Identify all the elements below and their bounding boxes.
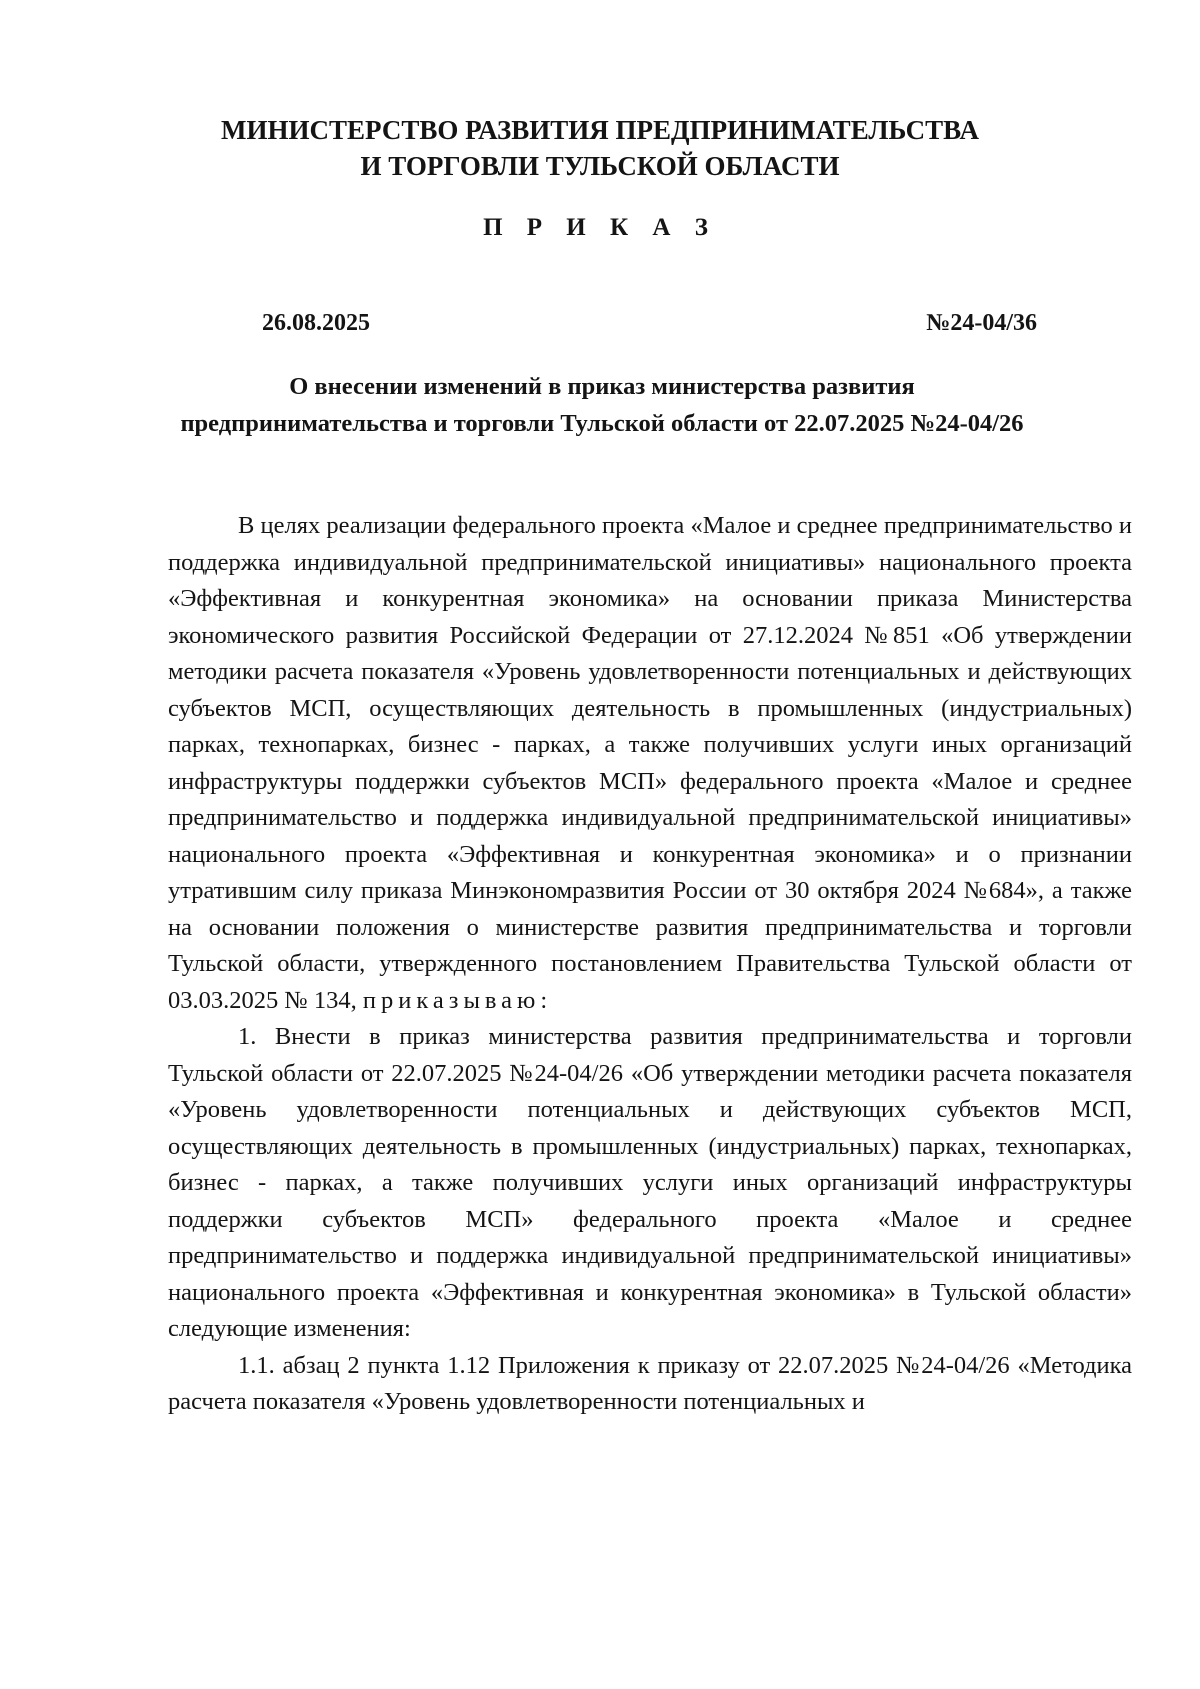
document-type-heading: П Р И К А З [483,214,717,241]
document-date: 26.08.2025 [262,310,370,336]
item-1-1-paragraph: 1.1. абзац 2 пункта 1.12 Приложения к приказу от 22.07.2025 №24-04/26 «Методика расчета показателя «Уровень удовлетворенности потенциальных и [168,1351,1132,1415]
preamble-text: В целях реализации федерального проекта «Малое и среднее предпринимательство и поддержка индивидуальной предпринимательской инициативы» национального проекта «Эффективная и конкурентная экономика» на основании приказа Министерства экономического развития Российской Федерации от 27.12.2024 №851 «Об утверждении методики расчета показателя «Уровень удовлетворенности потенциальных и действующих субъектов МСП, осуществляющих деятельность в промышленных (индустриальных) парках, технопарках, бизнес - парках, а также получивших услуги иных организаций инфраструктуры поддержки субъектов МСП» федерального проекта «Малое и среднее предпринимательство и поддержка индивидуальной предпринимательской инициативы» национального проекта «Эффективная и конкурентная экономика» и о признании утратившим силу приказа Минэкономразвития России от 30 октября 2024 №684», а также на основании положения о министерстве развития предпринимательства и торговли Тульской области, утвержденного постановлением Правительства Тульской области от 03.03.2025 № 134, [168,512,1132,1014]
ministry-title [150,112,1050,184]
item-1-paragraph: 1. Внести в приказ министерства развития предпринимательства и торговли Тульской области от 22.07.2025 №24-04/26 «Об утверждении методики расчета показателя «Уровень удовлетворенности потенциальных и действующих субъектов МСП, осуществляющих деятельность в промышленных (индустриальных) парках, технопарках, бизнес - парках, а также получивших услуги иных организаций инфраструктуры поддержки субъектов МСП» федерального проекта «Малое и среднее предпринимательство и поддержка индивидуальной предпринимательской инициативы» национального проекта «Эффективная и конкурентная экономика» в Тульской области» следующие изменения: [168,1023,1132,1342]
document-subject: О внесении изменений в приказ министерства развития предпринимательства и торговли Тульской области от 22.07.2025 №24-04/26 [180,373,1024,437]
preamble-paragraph [168,508,1132,1019]
decree-word: приказываю: [362,986,553,1014]
ministry-title-line-2: И ТОРГОВЛИ ТУЛЬСКОЙ ОБЛАСТИ [360,151,840,181]
ministry-title-line-1: МИНИСТЕРСТВО РАЗВИТИЯ ПРЕДПРИНИМАТЕЛЬСТВА [221,115,979,145]
document-number: №24-04/36 [926,310,1037,336]
document-body [168,508,1132,1421]
